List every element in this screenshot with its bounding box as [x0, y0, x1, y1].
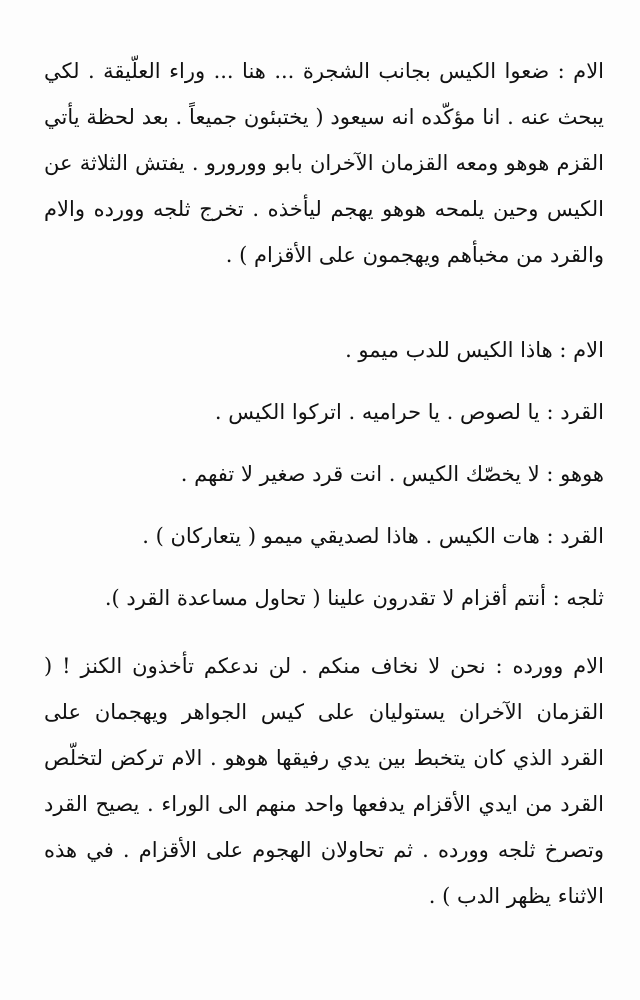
dialogue-paragraph-mother-warda: الام وورده : نحن لا نخاف منكم . لن ندعكم تأخذون الكنز ! ( القزمان الآخران يستوليان على كيس الجواهر ويهجمان على القرد الذي كان يتخبط بين يدي رفيقها هوهو . الام تركض لتخلّص القرد من ايدي الأقزام يدفعها واحد منهم الى الوراء . يصيح القرد وتصرخ ثلجه وورده . ثم تحاولان الهجوم على الأقزام . في هذه الاثناء يظهر الدب ) .: [44, 654, 604, 908]
dialogue-line-mother: الام : هاذا الكيس للدب ميمو .: [345, 338, 604, 362]
dialogue-line-hoho: هوهو : لا يخصّك الكيس . انت قرد صغير لا تفهم .: [180, 462, 604, 486]
stage-direction-paragraph: الام : ضعوا الكيس بجانب الشجرة ... هنا ... وراء العلّيقة . لكي يبحث عنه . انا مؤكّده انه سيعود ( يختبئون جميعاً . بعد لحظة يأتي القزم هوهو ومعه القزمان الآخران بابو وورورو . يفتش الثلاثة عن الكيس وحين يلمحه هوهو يهجم ليأخذه . تخرج ثلجه وورده والام والقرد من مخبأهم ويهجمون على الأقزام ) .: [44, 59, 604, 267]
dialogue-line-monkey-2: القرد : هات الكيس . هاذا لصديقي ميمو ( يتعاركان ) .: [142, 524, 604, 548]
dialogue-line-thalja: ثلجه : أنتم أقزام لا تقدرون علينا ( تحاول مساعدة القرد ).: [104, 586, 604, 610]
dialogue-line-monkey: القرد : يا لصوص . يا حراميه . اتركوا الكيس .: [214, 400, 604, 424]
